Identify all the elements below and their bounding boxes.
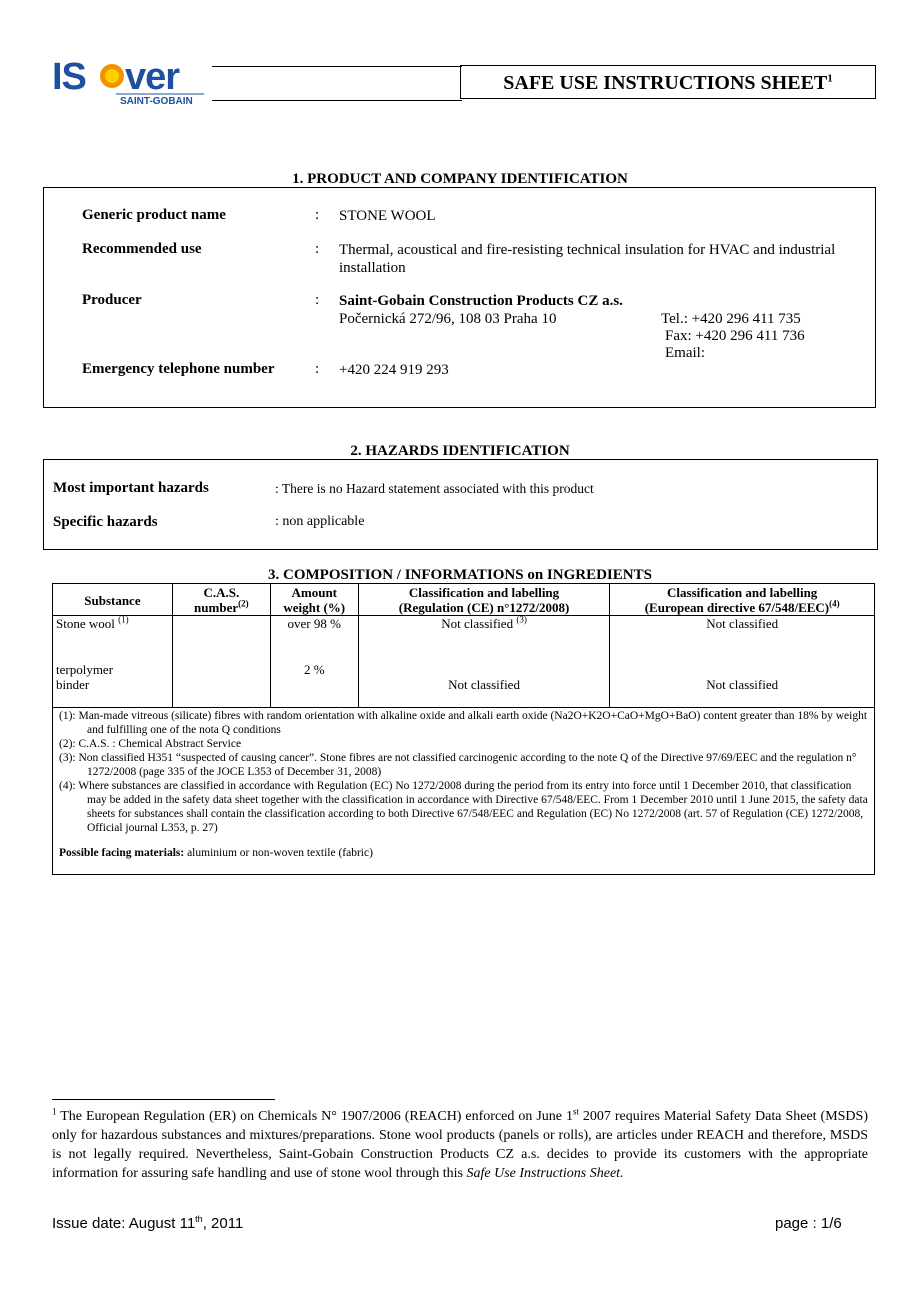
note-2: (2): C.A.S. : Chemical Abstract Service (59, 738, 242, 750)
section1-box (43, 187, 876, 408)
title-footnote-mark: 1 (827, 72, 833, 85)
colon: : (315, 292, 320, 308)
colon: : (315, 361, 320, 377)
header-rule-bottom (212, 100, 462, 101)
producer-fax: Fax: +420 296 411 736 (665, 328, 805, 344)
section2-title: 2. HAZARDS IDENTIFICATION (350, 443, 570, 459)
label-producer: Producer (82, 292, 142, 308)
label-recommended-use: Recommended use (82, 241, 202, 257)
table-header-row (53, 584, 875, 616)
header-rule-top (212, 66, 462, 67)
svg-text:SAINT-GOBAIN: SAINT-GOBAIN (120, 96, 193, 107)
composition-table (52, 583, 875, 708)
issue-date: Issue date: August 11th, 2011 (52, 1214, 244, 1232)
table-row (53, 616, 875, 708)
note-1: (1): Man-made vitreous (silicate) fibres with random orientation with alkaline oxide and alkali earth oxide (Na2O+K2O+CaO+MgO+BaO) content greater than 18% by weight and fulfilling one of the nota Q conditions (59, 710, 868, 736)
producer-address: Počernická 272/96, 108 03 Praha 10 (339, 311, 557, 327)
producer-tel: Tel.: +420 296 411 735 (661, 311, 801, 327)
document-title-text: SAFE USE INSTRUCTIONS SHEET (503, 72, 828, 94)
label-generic-product-name: Generic product name (82, 207, 226, 223)
header-classification-ce: Classification and labelling (Regulation (CE) n°1272/2008) (358, 584, 610, 616)
page-number: page : 1/6 (775, 1215, 842, 1232)
isover-logo (52, 57, 212, 107)
cell-cas (172, 616, 270, 708)
cell-substance: Stone wool $^{(1)}$ terpolymer binder (53, 616, 173, 708)
producer-email: Email: (665, 345, 705, 361)
header-substance: Substance (53, 584, 173, 616)
svg-text:IS: IS (52, 57, 86, 98)
section2-box (43, 459, 878, 550)
label-specific-hazards: Specific hazards (53, 514, 158, 530)
facing-materials: Possible facing materials: aluminium or non-woven textile (fabric) (59, 847, 373, 859)
value-most-important-hazards: : There is no Hazard statement associated with this product (275, 481, 594, 496)
header-cas: C.A.S. number$^{(2)}$ (172, 584, 270, 616)
cell-classification-ce: Not classified $^{(3)}$ Not classified (358, 616, 610, 708)
colon: : (315, 207, 320, 223)
composition-notes (52, 708, 875, 875)
note-3: (3): Non classified H351 “suspected of causing cancer”. Stone fibres are not classified carcinogenic according to the note Q of the Directive 97/69/EEC and the regulation n° 1272/2008 (page 335 of the JOCE L353 of December 31, 2008) (59, 752, 857, 778)
value-recommended-use: Thermal, acoustical and fire-resisting technical insulation for HVAC and industrial installation (339, 242, 836, 276)
label-emergency-phone: Emergency telephone number (82, 361, 275, 377)
cell-classification-eu: Not classified Not classified (610, 616, 875, 708)
footnote-rule (52, 1099, 275, 1100)
footnote: $^1$ The European Regulation (ER) on Chemicals N° 1907/2006 (REACH) enforced on June 1st 2007 requires Material Safety Data Sheet (MSDS) only for hazardous substances and mixtures/preparations. Stone wool products (panels or rolls), are articles under REACH and therefore, MSDS is not legally required. Nevertheless, Saint-Gobain Construction Products CZ a.s. decides to provide its customers with the appropriate information for assuring safe handling and use of stone wool through this Safe Use Instructions Sheet. (52, 1106, 868, 1181)
value-producer: Saint-Gobain Construction Products CZ a.s. (339, 293, 623, 309)
value-generic-product-name: STONE WOOL (339, 208, 436, 224)
value-emergency-phone: +420 224 919 293 (339, 362, 449, 378)
cell-amount: over 98 % 2 % (270, 616, 358, 708)
note-4: (4): Where substances are classified in accordance with Regulation (EC) No 1272/2008 during the period from its entry into force until 1 December 2010, that classification may be added in the safety data sheet together with the classification in accordance with Directive 67/548/EEC. From 1 December 2010 until 1 June 2015, the safety data sheets for substances shall contain the classification according to both Directive 67/548/EEC and Regulation (EC) No 1272/2008 (art. 57 of Regulation (CE) 1272/2008, Official journal L353, p. 27) (59, 780, 868, 834)
svg-text:ver: ver (125, 57, 180, 98)
value-specific-hazards: : non applicable (275, 514, 365, 529)
section1-title: 1. PRODUCT AND COMPANY IDENTIFICATION (292, 171, 628, 187)
label-most-important-hazards: Most important hazards (53, 480, 209, 496)
document-title (460, 65, 876, 99)
section3-title: 3. COMPOSITION / INFORMATIONS on INGREDIENTS (268, 567, 652, 583)
header-amount: Amount weight (%) (270, 584, 358, 616)
colon: : (315, 241, 320, 257)
header-classification-eu: Classification and labelling (European directive 67/548/EEC)$^{(4)}$ (610, 584, 875, 616)
